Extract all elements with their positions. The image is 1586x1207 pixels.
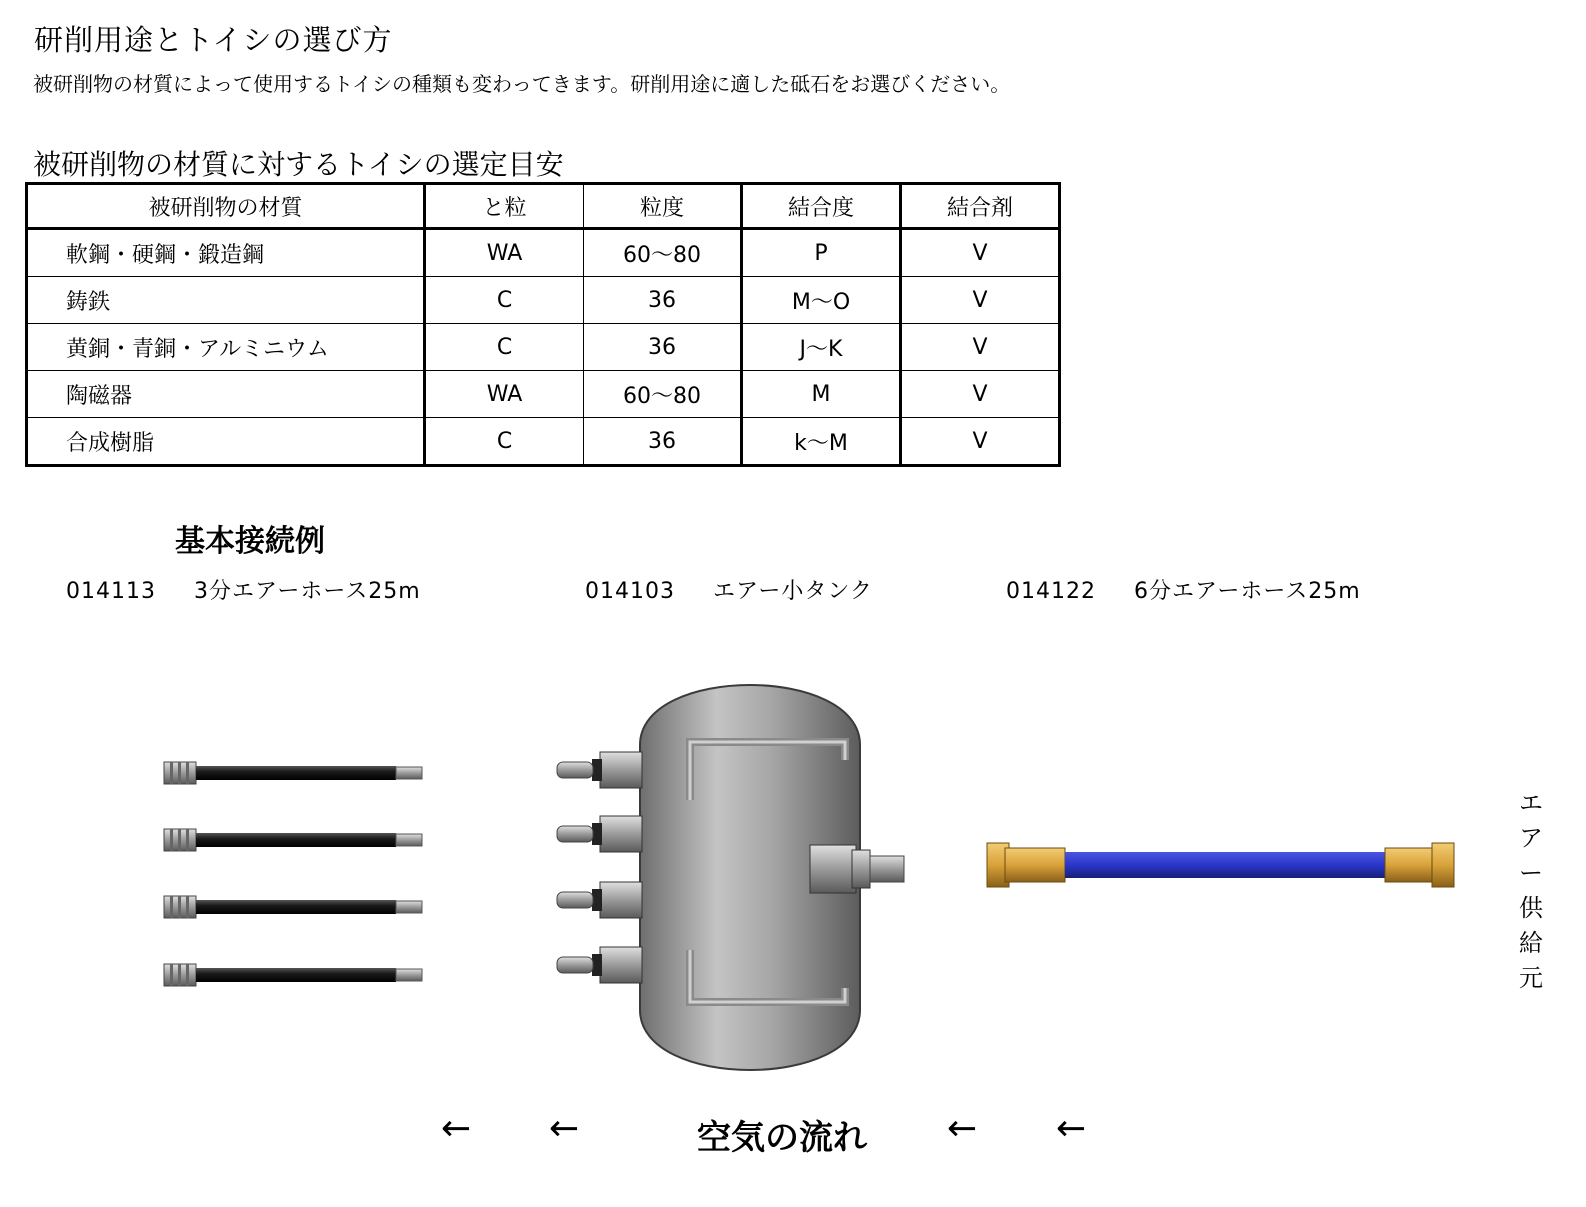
flow-arrow-left-icon: ← xyxy=(441,1108,472,1149)
cell-grade: J～K xyxy=(742,324,901,371)
header-bond: 結合剤 xyxy=(901,184,1060,229)
flow-arrow-left-icon: ← xyxy=(549,1108,580,1149)
cell-bond: V xyxy=(901,229,1060,277)
product-code: 014113 xyxy=(66,579,156,604)
large-hose-icon xyxy=(987,843,1454,887)
supply-char: ー xyxy=(1519,859,1543,887)
cell-material: 陶磁器 xyxy=(27,371,425,418)
flow-arrow-left-icon: ← xyxy=(1056,1108,1087,1149)
cell-grit: 36 xyxy=(584,324,742,371)
intro-text: 被研削物の材質によって使用するトイシの種類も変わってきます。研削用途に適した砥石をお選びください。 xyxy=(33,72,1011,96)
product-name: 6分エアーホース25m xyxy=(1133,579,1361,604)
supply-char: 供 xyxy=(1519,894,1543,922)
cell-grade: M xyxy=(742,371,901,418)
supply-char: 給 xyxy=(1519,929,1543,957)
product-name: 3分エアーホース25m xyxy=(193,579,421,604)
cell-material: 鋳鉄 xyxy=(27,277,425,324)
air-tank-icon xyxy=(557,685,904,1070)
header-grit: 粒度 xyxy=(584,184,742,229)
cell-grade: M～O xyxy=(742,277,901,324)
cell-grade: P xyxy=(742,229,901,277)
cell-grade: k～M xyxy=(742,418,901,466)
cell-bond: V xyxy=(901,324,1060,371)
cell-grit: 60～80 xyxy=(584,371,742,418)
header-grade: 結合度 xyxy=(742,184,901,229)
table-title: 被研削物の材質に対するトイシの選定目安 xyxy=(33,148,564,181)
air-flow-label: 空気の流れ xyxy=(697,1118,867,1158)
cell-material: 合成樹脂 xyxy=(27,418,425,466)
page-title: 研削用途とトイシの選び方 xyxy=(34,23,393,57)
cell-material: 黄銅・青銅・アルミニウム xyxy=(27,324,425,371)
product-code: 014103 xyxy=(585,579,675,604)
cell-grit: 36 xyxy=(584,277,742,324)
cell-bond: V xyxy=(901,418,1060,466)
supply-char: ア xyxy=(1519,824,1543,852)
cell-abrasive: WA xyxy=(425,229,584,277)
product-name: エアー小タンク xyxy=(712,579,873,604)
small-hose-icon xyxy=(164,762,422,986)
header-abrasive: と粒 xyxy=(425,184,584,229)
connection-title: 基本接続例 xyxy=(175,524,325,559)
cell-grit: 60～80 xyxy=(584,229,742,277)
flow-arrow-left-icon: ← xyxy=(947,1108,978,1149)
cell-abrasive: C xyxy=(425,418,584,466)
air-supply-label xyxy=(1514,786,1548,996)
cell-bond: V xyxy=(901,277,1060,324)
supply-char: エ xyxy=(1519,789,1543,817)
cell-abrasive: C xyxy=(425,277,584,324)
product-code: 014122 xyxy=(1006,579,1096,604)
cell-grit: 36 xyxy=(584,418,742,466)
cell-bond: V xyxy=(901,371,1060,418)
cell-abrasive: WA xyxy=(425,371,584,418)
cell-abrasive: C xyxy=(425,324,584,371)
header-material: 被研削物の材質 xyxy=(27,184,425,229)
cell-material: 軟鋼・硬鋼・鍛造鋼 xyxy=(27,229,425,277)
supply-char: 元 xyxy=(1519,964,1543,992)
